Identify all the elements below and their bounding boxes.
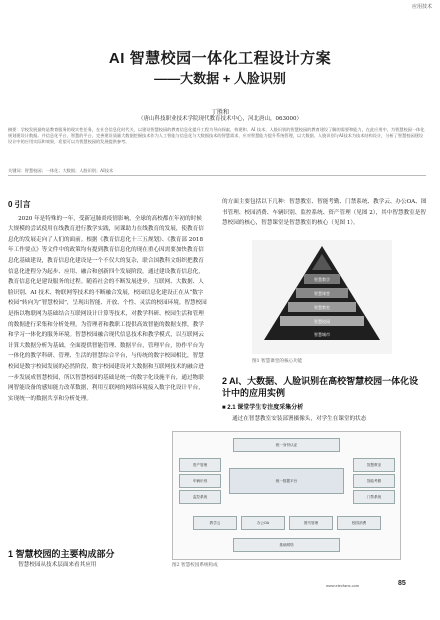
section-0-paragraph: 2020 年是特殊的一年，受新冠肺炎疫情影响，全球的高校都在年初的时候大规模的尝试使用在线教育进行教学实践，同课助力在线教育的发展，使教育信息化的发展走向了人们的面前。根据《教育信息化十三五规划》、《教育部 2018 年工作要点》等文件中的政策均有提到教育信息化的现在重心因需要加快教育信息化基础建设，教育信息化建设是一个不仅大的复杂，联合国教科文组织把教育信息化进程分为起步、应用、融合和创新四个发展阶段。通过建设教育信息化，教育信息化是建设服务的过程。随着社会的不断发展进步，互联网、大数据、人脸识别、AI 技术、物联网等技术的不断融合发展，校园信息化建设正在从“数字校园”转向为“智慧校园”，呈现出智能、开放、个性、灵活的校园环境。智慧校园是指以物联网为基础结合互联网设计计算等技术，对教学科研、校园生活和管理的数据进行采集和分析处理，为管理者和教职工提供高效智能的数据支撑，教学和学习一体化的服务环境。智慧校园融合现代信息技术和教学模式，以互联网云计算大数据分析为基础，全面提供智能管理、数据平台，管理平台，协作平台为一体化的教学科研、管理、生活的智慧综合平台，与传统的数字校园相比，智慧校园是数字校园发展的必然阶段，数字校园建设对大数据和互联网技术的融合进一步发展成智慧校园，所以智慧校园的基础是统一的数字化设施平台，通过物联网智能设备的感知能力改革数据，利用互联网的网络环境接入数字化设计平台，实现统一的数据共享和分析处理。 <box>8 215 207 402</box>
figure-1-caption: 图1 智慧课堂的核心功能 <box>252 359 303 364</box>
author: 丁胜和 <box>210 109 229 116</box>
diagram-left-1: 资产管理 <box>179 458 221 472</box>
section-0-heading: 0 引言 <box>8 200 31 209</box>
pyramid-label-2: 智慧课堂 <box>314 291 330 296</box>
figure-2-caption: 图2 智慧校园系统构成 <box>172 563 218 568</box>
section-tag: 应用技术 <box>411 4 432 10</box>
diagram-right-2: 智能考勤 <box>353 474 395 488</box>
section-2-heading: 2 AI、大数据、人脸识别在高校智慧校园一体化设计中的应用实例 <box>222 376 419 398</box>
diagram-bottom-1: 教学云 <box>193 516 237 530</box>
article-subtitle: ——大数据 + 人脸识别 <box>154 71 286 86</box>
section-2-block <box>222 375 427 424</box>
page-header <box>0 0 440 14</box>
pyramid-label-1: 智慧教学 <box>314 277 330 282</box>
diagram-bottom-4: 校园消费 <box>337 516 381 530</box>
diagram-right-1: 智慧教室 <box>353 458 395 472</box>
affiliation: （唐山科技职业技术学院现代教育技术中心，河北唐山，063000） <box>138 116 302 122</box>
abstract: 摘要：学校发展最终是教育服务的现实性任务，在社会信息化时代关，以建设智慧校园的教育信息化提升工程为导向探索，构建和、AI 技术、人脸识别的智慧校园的教育建设了解的需要和能力，在此应用中，为智慧校园一体化规划建设计数据。并信息化平台，智慧的平台，完善建设质量大数据挖掘技术作为人工智能与信息化与大数据技术的智慧需求，应对智慧能力提升系统管理，以大数据、人脸识别与AI技术为技术结构设计，分析了智慧校园建设设计中的应用实际和效果，希望可以为智慧校园的发展提供参考。 <box>8 127 425 145</box>
section-1-heading: 1 智慧校园的主要构成部分 <box>8 548 115 559</box>
pyramid-label-4: 智慧校园 <box>314 319 330 324</box>
pyramid-figure <box>252 240 392 354</box>
diagram-bottom-3: 图书管理 <box>289 516 333 530</box>
diagram-bottom-2: 办公OA <box>241 516 285 530</box>
keywords: 关键词：智慧校园；一体化；大数据；人脸识别；AI技术 <box>8 168 114 173</box>
right-column <box>222 197 427 229</box>
diagram-footer-block: 基础网络 <box>233 538 340 552</box>
section-1-paragraph: 智慧校园从技术层面来看其应用 <box>18 561 97 568</box>
diagram-left-3: 监控系统 <box>179 490 221 504</box>
article-title: AI 智慧校园一体化工程设计方案 <box>108 50 332 67</box>
page-number: 85 <box>398 580 406 587</box>
footer-site: www.elecfans.com <box>326 583 360 588</box>
system-diagram <box>172 431 401 560</box>
subsection-2-1-heading: ■ 2.1 课堂学生专注度采集分析 <box>222 405 304 411</box>
divider <box>8 175 426 176</box>
diagram-left-2: 车辆识别 <box>179 474 221 488</box>
right-intro-paragraph: 的方面主要包括以下几种：智慧教室、智能考勤、门禁系统、教学云、办公OA、图书管理、校园消费、车辆识别、监控系统、资产管理（见图 2），其中智慧教室是智慧校园的核心，智慧课堂是智慧教室的核心（见图 1）。 <box>222 199 427 227</box>
pyramid-label-5: 智慧城市 <box>314 332 330 337</box>
subsection-2-1-paragraph: 通过在智慧教室安装部署摄像头，对学生在课堂的状态 <box>232 415 367 422</box>
diagram-top-block: 统一身份认证 <box>233 438 340 452</box>
diagram-right-3: 门禁系统 <box>353 490 395 504</box>
pyramid-label-3: 智慧教室 <box>314 305 330 310</box>
diagram-center-block: 统一数据平台 <box>229 468 344 494</box>
